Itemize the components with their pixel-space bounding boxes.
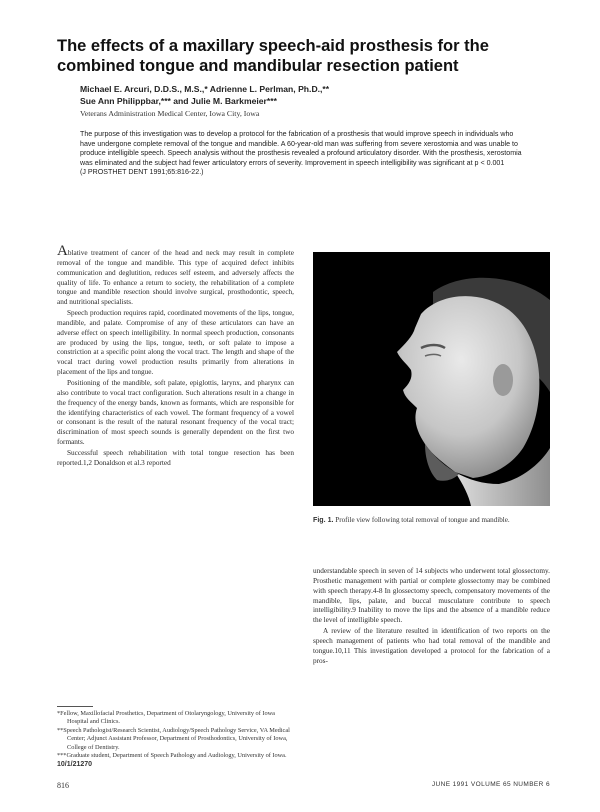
footnotes (57, 710, 294, 770)
figure-caption (313, 516, 550, 526)
figure-caption-text: Profile view following total removal of tongue and mandible. (335, 516, 510, 524)
authors-line-2: Sue Ann Philippbar,*** and Julie M. Barkmeier*** (80, 95, 277, 106)
body-paragraph: Speech production requires rapid, coordinated movements of the lips, tongue, mandible, and palate. Compromise of any of these articulators can have an adverse effect on speech intelligibility. In normal speech production, consonants are produced by using the lips, tongue, teeth, or soft palate to impose a constriction at a specific point along the vocal tract. The length and shape of the vocal tract during vowel production results primarily from alterations in placement of the lips and tongue. (57, 309, 294, 377)
left-column (57, 243, 294, 470)
running-footer: JUNE 1991 VOLUME 65 NUMBER 6 (431, 781, 550, 788)
footnote-rule (57, 706, 93, 707)
drop-cap: A (57, 243, 68, 259)
abstract (80, 130, 525, 178)
citation: (J PROSTHET DENT 1991;65:816-22.) (80, 168, 204, 177)
body-paragraph: Ablative treatment of cancer of the head and neck may result in complete removal of the tongue and mandible. This type of acquired defect inhibits communication and deglutition, reduces self esteem, and adversely affects the quality of life. To enhance a return to society, the rehabilitation of a complete tongue and mandible resection should involve surgical, prosthodontic, speech, and nutritional specialists. (57, 243, 294, 307)
abstract-text: The purpose of this investigation was to develop a protocol for the fabrication of a prosthesis that would improve speech in individuals who have undergone complete removal of the tongue and mandible. A 60-year-old man was suffering from severe xerostomia and was unable to produce intelligible speech. Speech analysis without the prosthesis revealed a profound articulatory disorder. With the prosthesis, xerostomia was eliminated and the subject had fewer articulatory errors of severity. Improvement in speech intelligibility was significant at p < 0.001 (80, 130, 522, 167)
authors-line-1: Michael E. Arcuri, D.D.S., M.S.,* Adrienne L. Perlman, Ph.D.,** (80, 84, 330, 94)
body-paragraph: understandable speech in seven of 14 subjects who underwent total glossectomy. Prosthetic management with partial or complete glossectomy may be combined with speech therapy.4-8 In glossectomy speech, compensatory movements of the mandible, lips, palate, and buccal musculature contribute to speech intelligibility.9 Inability to move the lips and the absence of a mandible reduce the level of intelligible speech. (313, 567, 550, 625)
patient-profile-photo (313, 252, 550, 506)
article-code: 10/1/21270 (57, 761, 93, 769)
page-number: 816 (57, 781, 69, 790)
body-paragraph: Positioning of the mandible, soft palate, epiglottis, larynx, and pharynx can also contribute to vocal tract configuration. Such alterations result in a change in the frequency of the energy bands, known as formants, which are responsible for the identifying characteristics of each vowel. The formant frequency of a vowel or consonant is the result of the natural resonant frequency of the vocal tract; discrimination of most speech sounds is generally dependent on the first two formants. (57, 378, 294, 447)
body-paragraph: Successful speech rehabilitation with total tongue resection has been reported.1,2 Donaldson et al.3 reported (57, 448, 294, 467)
photo-illustration (313, 252, 550, 506)
affiliation: Veterans Administration Medical Center, Iowa City, Iowa (80, 109, 260, 118)
footnote: ***Graduate student, Department of Speech Pathology and Audiology, University of Iowa. (57, 752, 287, 760)
author-list (80, 84, 520, 107)
article-title: The effects of a maxillary speech-aid prosthesis for the combined tongue and mandibular resection patient (57, 37, 489, 75)
footnote: *Fellow, Maxillofacial Prosthetics, Department of Otolaryngology, University of Iowa Hospital and Clinics. (57, 710, 275, 726)
body-paragraph: A review of the literature resulted in identification of two reports on the speech management of patients who had total removal of the mandible and tongue.10,11 This investigation developed a protocol for the fabrication of a pros- (313, 627, 550, 665)
right-column (313, 567, 550, 667)
figure-label: Fig. 1. (313, 516, 334, 524)
footnote: **Speech Pathologist/Research Scientist, Audiology/Speech Pathology Service, VA Medical Center; Adjunct Assistant Professor, Department of Prosthodontics, University of Iowa, College of Dentistry. (57, 726, 290, 751)
